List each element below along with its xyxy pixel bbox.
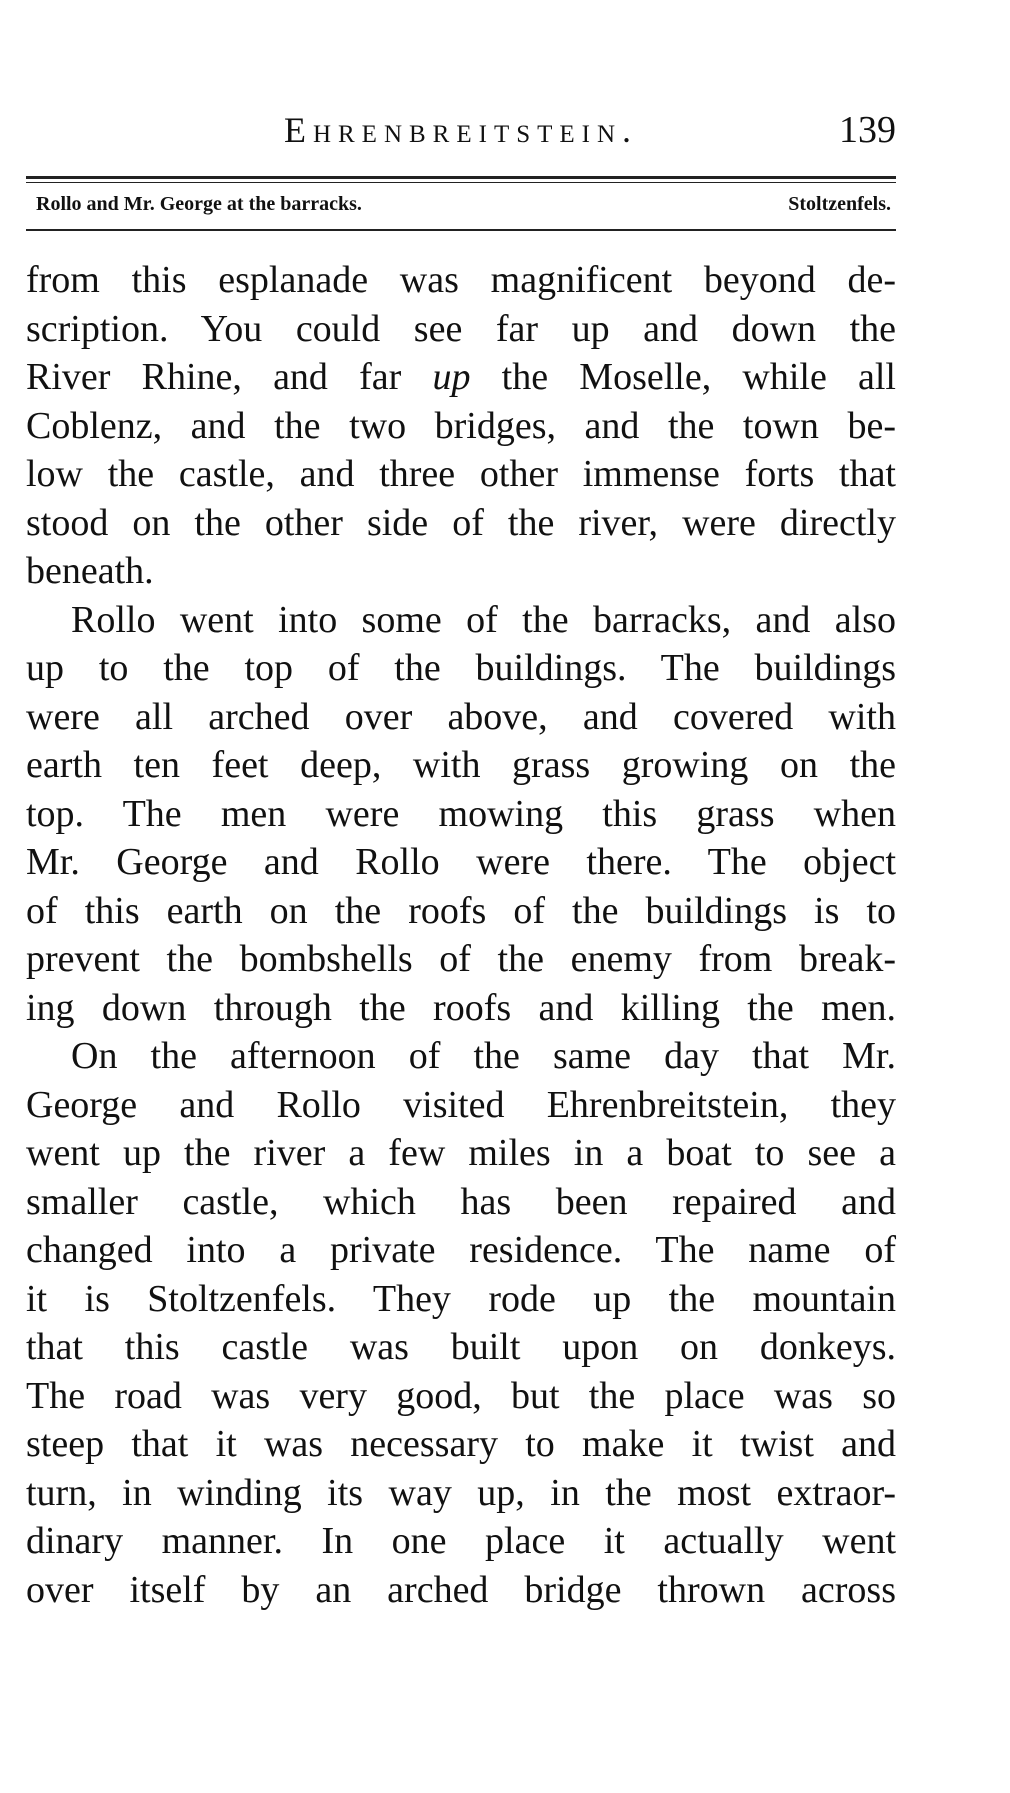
text-line: earth ten feet deep, with grass growing on the [26, 744, 896, 786]
text-line: turn, in winding its way up, in the most extraor- [26, 1471, 896, 1514]
text-line: were all arched over above, and covered with [26, 695, 896, 738]
text-line: top. The men were mowing this grass when [26, 792, 896, 835]
text-line [26, 353, 896, 402]
text-line: went up the river a few miles in a boat to see a [26, 1132, 896, 1174]
text-line: smaller castle, which has been repaired and [26, 1180, 896, 1223]
text-line: prevent the bombshells of the enemy from break- [26, 938, 896, 980]
text-line-end: the Moselle, while all [470, 356, 896, 398]
text-line: Rollo went into some of the barracks, and also [71, 598, 896, 641]
text-line: dinary manner. In one place it actually went [26, 1520, 896, 1562]
text-line: George and Rollo visited Ehrenbreitstein, they [26, 1083, 896, 1126]
subhead-right: Stoltzenfels. [788, 193, 891, 215]
text-line: up to the top of the buildings. The buildings [26, 647, 896, 689]
text-line: On the afternoon of the same day that Mr. [71, 1035, 896, 1077]
text-line: scription. You could see far up and down the [26, 307, 896, 350]
header-rule-thick [26, 176, 896, 179]
text-line: Mr. George and Rollo were there. The object [26, 841, 896, 883]
italic-word: up [432, 356, 471, 398]
text-line: it is Stoltzenfels. They rode up the mountain [26, 1277, 896, 1320]
text-line: ing down through the roofs and killing the men. [26, 986, 896, 1029]
page-number: 139 [839, 109, 896, 151]
text-line-start: River Rhine, and far [26, 356, 433, 398]
text-line: that this castle was built upon on donkeys. [26, 1326, 896, 1368]
text-line: over itself by an arched bridge thrown across [26, 1568, 896, 1611]
text-line: from this esplanade was magnificent beyond de- [26, 259, 896, 301]
text-line: low the castle, and three other immense forts that [26, 453, 896, 495]
text-line: steep that it was necessary to make it twist and [26, 1423, 896, 1465]
header-rule-thin [26, 182, 896, 183]
text-line: beneath. [26, 550, 154, 592]
running-title: Ehrenbreitstein. [283, 110, 639, 150]
section-subhead [36, 190, 891, 220]
subhead-left: Rollo and Mr. George at the barracks. [36, 193, 362, 215]
subhead-rule [26, 229, 896, 231]
text-line: Coblenz, and the two bridges, and the town be- [26, 404, 896, 447]
text-line: The road was very good, but the place was so [26, 1374, 896, 1417]
running-head [26, 104, 896, 152]
body-text [26, 256, 896, 1614]
text-line: stood on the other side of the river, were directly [26, 501, 896, 544]
text-line: changed into a private residence. The name of [26, 1229, 896, 1271]
text-line: of this earth on the roofs of the buildings is to [26, 889, 896, 932]
